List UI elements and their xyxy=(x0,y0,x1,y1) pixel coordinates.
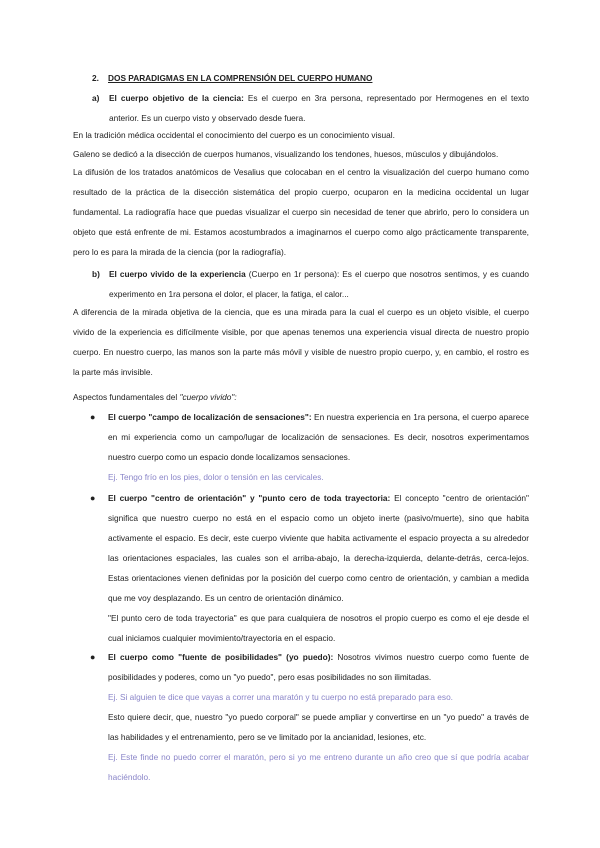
bullet3-text: Nosotros vivimos nuestro cuerpo como fuente de posibilidades y poderes, como un "yo puedo", pero esas posibilidades no son ilimitadas. xyxy=(108,652,529,682)
bullet-icon: ● xyxy=(90,412,96,422)
bullet-icon: ● xyxy=(90,652,96,662)
bullet2-text: El concepto "centro de orientación" significa que nuestro cuerpo no está en el espacio como un objeto inerte (pasivo/muerte), sino que habita activamente el espacio. Es decir, este cuerpo viviente que habita activamente el espacio proyecta a su alrededor las orientaciones espaciales, las cuales son el arriba-abajo, la derecha-izquierda, delante-detrás, cerca-lejos. Estas orientaciones vienen definidas por la posición del cuerpo como centro de orientación, y cambian a medida que me voy desplazando. Es un centro de orientación dinámico. xyxy=(108,493,529,603)
bullet1-example: Ej. Tengo frío en los pies, dolor o tensión en las cervicales. xyxy=(108,472,324,482)
subsection-b-title: El cuerpo vivido de la experiencia xyxy=(109,269,246,279)
subsection-a-label: a) xyxy=(92,93,100,103)
bullet2-title: El cuerpo "centro de orientación" y "punto cero de toda trayectoria: xyxy=(108,493,391,503)
bullet3-text2: Esto quiere decir, que, nuestro "yo puedo corporal" se puede ampliar y convertirse en un "yo puedo" a través de las habilidades y el entrenamiento, pero se ve limitado por la ancianidad, lesiones, etc. xyxy=(108,712,529,742)
list-item-possibilities xyxy=(90,647,529,787)
subsection-a-text: Es el cuerpo en 3ra persona, representado por Hermogenes en el texto anterior. Es un cuerpo visto y observado desde fuera. xyxy=(109,93,529,123)
subsection-a-title: El cuerpo objetivo de la ciencia: xyxy=(109,93,244,103)
bullet1-title: El cuerpo "campo de localización de sensaciones": xyxy=(108,412,312,422)
paragraph-lived-body: A diferencia de la mirada objetiva de la ciencia, que es una mirada para la cual el cuerpo es un objeto visible, el cuerpo vivido de la experiencia es difícilmente visible, por que apenas tenemos una experiencia visual directa de nuestro propio cuerpo. En nuestro cuerpo, las manos son la parte más móvil y visible de nuestro propio cuerpo, y, en cambio, el rostro es la parte más invisible. xyxy=(73,307,529,377)
aspects-intro-emphasis: "cuerpo vivido": xyxy=(179,392,237,402)
paragraph-visual-knowledge: En la tradición médica occidental el conocimiento del cuerpo es un conocimiento visual. xyxy=(73,130,395,140)
list-item-orientation xyxy=(90,488,529,648)
aspects-intro-text: Aspectos fundamentales del xyxy=(73,392,178,402)
paragraph-galeno: Galeno se dedicó a la disección de cuerpos humanos, visualizando los tendones, huesos, músculos y dibujándolos. xyxy=(73,149,499,159)
subsection-b xyxy=(92,264,529,304)
bullet1-text: En nuestra experiencia en 1ra persona, el cuerpo aparece en mi experiencia como un campo/lugar de localización de sensaciones. Es decir, nosotros experimentamos nuestro cuerpo como un espacio donde localizamos sensaciones. xyxy=(108,412,529,462)
subsection-b-label: b) xyxy=(92,269,100,279)
list-item-sensations xyxy=(90,407,529,487)
bullet3-title: El cuerpo como "fuente de posibilidades" (yo puedo): xyxy=(108,652,334,662)
paragraph-vesalius: La difusión de los tratados anatómicos de Vesalius que colocaban en el centro la visualización del cuerpo humano como resultado de la práctica de la disección sistemática del propio cuerpo, ocuparon en la medicina occidental un lugar fundamental. La radiografía hace que puedas visualizar el cuerpo sin necesidad de tener que abrirlo, pero lo considera un objeto que está enfrente de mi. Estamos acostumbrados a imaginarnos el cuerpo como algo prácticamente transparente, pero lo es para la mirada de la ciencia (por la radiografía). xyxy=(73,167,529,257)
subsection-a xyxy=(92,88,529,128)
bullet3-example2: Ej. Este finde no puedo correr el maratón, pero si yo me entreno durante un año creo que sí que podría acabar haciéndolo. xyxy=(108,752,529,782)
section-title: DOS PARADIGMAS EN LA COMPRENSIÓN DEL CUERPO HUMANO xyxy=(108,73,373,83)
aspects-intro xyxy=(73,387,529,407)
section-number: 2. xyxy=(92,73,99,83)
section-heading xyxy=(92,68,372,88)
bullet-icon: ● xyxy=(90,493,96,503)
bullet2-text2: "El punto cero de toda trayectoria" es que para cualquiera de nosotros el propio cuerpo es como el eje desde el cual iniciamos cualquier movimiento/trayectoria en el espacio. xyxy=(108,613,529,643)
bullet3-example1: Ej. Si alguien te dice que vayas a correr una maratón y tu cuerpo no está preparado para eso. xyxy=(108,692,453,702)
subsection-b-text: (Cuerpo en 1r persona): Es el cuerpo que nosotros sentimos, y es cuando experimento en 1ra persona el dolor, el placer, la fatiga, el calor... xyxy=(109,269,529,299)
